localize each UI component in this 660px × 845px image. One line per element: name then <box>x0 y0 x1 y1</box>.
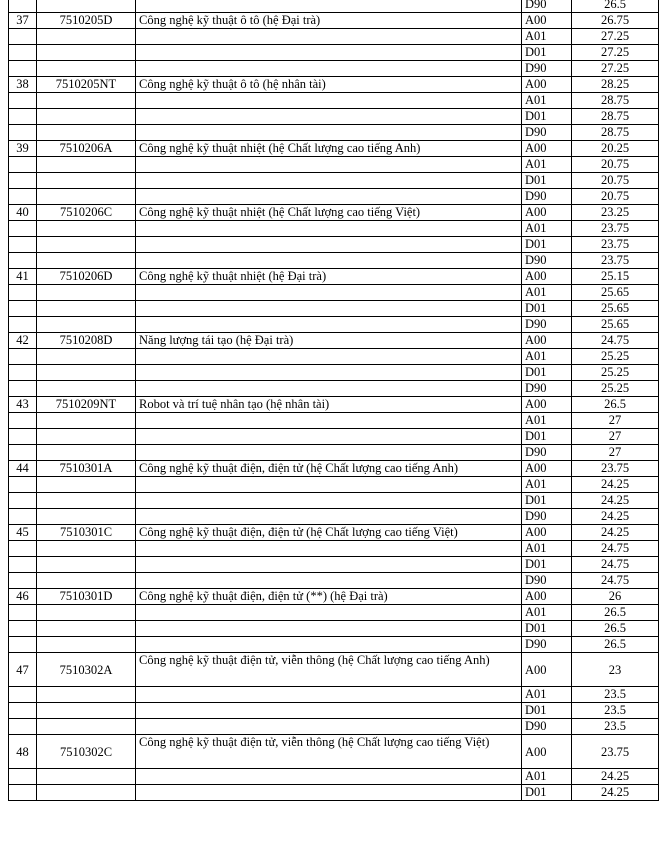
table-row <box>9 45 659 61</box>
score-cell: 25.65 <box>572 285 659 301</box>
table-row <box>9 381 659 397</box>
name-cell: Công nghệ kỹ thuật nhiệt (hệ Chất lượng cao tiếng Anh) <box>136 141 522 157</box>
stt-cell <box>9 45 37 61</box>
table-row <box>9 29 659 45</box>
table-row <box>9 125 659 141</box>
score-cell: 25.65 <box>572 317 659 333</box>
stt-cell: 40 <box>9 205 37 221</box>
combo-cell: D01 <box>522 301 572 317</box>
combo-cell: A00 <box>522 77 572 93</box>
name-cell: Công nghệ kỹ thuật điện tử, viễn thông (hệ Chất lượng cao tiếng Anh) <box>136 653 522 687</box>
combo-cell: A01 <box>522 687 572 703</box>
name-cell <box>136 477 522 493</box>
code-cell: 7510206C <box>37 205 136 221</box>
combo-cell: D01 <box>522 429 572 445</box>
combo-cell: A00 <box>522 141 572 157</box>
table-row <box>9 285 659 301</box>
stt-cell: 46 <box>9 589 37 605</box>
combo-cell: A01 <box>522 157 572 173</box>
code-cell <box>37 477 136 493</box>
name-cell <box>136 541 522 557</box>
table-row <box>9 109 659 125</box>
table-row <box>9 205 659 221</box>
table-row <box>9 461 659 477</box>
name-cell <box>136 769 522 785</box>
name-cell <box>136 221 522 237</box>
code-cell <box>37 413 136 429</box>
name-cell <box>136 605 522 621</box>
code-cell <box>37 703 136 719</box>
stt-cell <box>9 445 37 461</box>
name-cell <box>136 157 522 173</box>
table-body <box>9 0 659 801</box>
code-cell <box>37 349 136 365</box>
code-cell <box>37 0 136 13</box>
table-row <box>9 333 659 349</box>
combo-cell: D01 <box>522 621 572 637</box>
stt-cell <box>9 413 37 429</box>
combo-cell: D01 <box>522 237 572 253</box>
code-cell <box>37 125 136 141</box>
stt-cell <box>9 509 37 525</box>
combo-cell: D90 <box>522 381 572 397</box>
combo-cell: D90 <box>522 509 572 525</box>
score-cell: 24.25 <box>572 769 659 785</box>
name-cell: Công nghệ kỹ thuật điện, điện tử (hệ Chất lượng cao tiếng Anh) <box>136 461 522 477</box>
name-cell <box>136 173 522 189</box>
stt-cell: 47 <box>9 653 37 687</box>
table-row <box>9 557 659 573</box>
name-cell: Công nghệ kỹ thuật nhiệt (hệ Chất lượng cao tiếng Việt) <box>136 205 522 221</box>
code-cell <box>37 509 136 525</box>
stt-cell: 44 <box>9 461 37 477</box>
combo-cell: D01 <box>522 785 572 801</box>
score-cell: 24.25 <box>572 785 659 801</box>
code-cell <box>37 541 136 557</box>
name-cell <box>136 381 522 397</box>
code-cell <box>37 445 136 461</box>
stt-cell: 38 <box>9 77 37 93</box>
code-cell <box>37 637 136 653</box>
code-cell: 7510301D <box>37 589 136 605</box>
combo-cell: D90 <box>522 445 572 461</box>
stt-cell <box>9 221 37 237</box>
name-cell <box>136 445 522 461</box>
table-row <box>9 605 659 621</box>
table-row <box>9 413 659 429</box>
code-cell <box>37 605 136 621</box>
combo-cell: D90 <box>522 317 572 333</box>
name-cell <box>136 189 522 205</box>
table-row <box>9 0 659 13</box>
stt-cell <box>9 125 37 141</box>
table-row <box>9 769 659 785</box>
stt-cell <box>9 0 37 13</box>
combo-cell: A01 <box>522 285 572 301</box>
name-cell <box>136 109 522 125</box>
name-cell <box>136 285 522 301</box>
score-cell: 23.5 <box>572 703 659 719</box>
combo-cell: D90 <box>522 0 572 13</box>
combo-cell: A00 <box>522 333 572 349</box>
combo-cell: D90 <box>522 61 572 77</box>
code-cell <box>37 719 136 735</box>
combo-cell: A01 <box>522 605 572 621</box>
score-cell: 27.25 <box>572 29 659 45</box>
name-cell <box>136 621 522 637</box>
combo-cell: D01 <box>522 45 572 61</box>
score-cell: 25.15 <box>572 269 659 285</box>
table-row <box>9 301 659 317</box>
name-cell: Công nghệ kỹ thuật nhiệt (hệ Đại trà) <box>136 269 522 285</box>
score-cell: 26.5 <box>572 605 659 621</box>
code-cell <box>37 157 136 173</box>
name-cell: Công nghệ kỹ thuật ô tô (hệ nhân tài) <box>136 77 522 93</box>
table-row <box>9 637 659 653</box>
stt-cell: 41 <box>9 269 37 285</box>
combo-cell: D90 <box>522 719 572 735</box>
code-cell <box>37 189 136 205</box>
stt-cell <box>9 719 37 735</box>
score-cell: 23.75 <box>572 735 659 769</box>
score-cell: 26.5 <box>572 621 659 637</box>
name-cell <box>136 509 522 525</box>
score-cell: 23 <box>572 653 659 687</box>
name-cell <box>136 237 522 253</box>
code-cell <box>37 221 136 237</box>
name-cell <box>136 637 522 653</box>
code-cell: 7510208D <box>37 333 136 349</box>
table-row <box>9 253 659 269</box>
code-cell: 7510301A <box>37 461 136 477</box>
score-cell: 27 <box>572 429 659 445</box>
stt-cell <box>9 61 37 77</box>
combo-cell: D90 <box>522 125 572 141</box>
table-row <box>9 397 659 413</box>
code-cell <box>37 429 136 445</box>
score-cell: 23.5 <box>572 719 659 735</box>
table-row <box>9 573 659 589</box>
stt-cell <box>9 637 37 653</box>
table-row <box>9 221 659 237</box>
combo-cell: A01 <box>522 349 572 365</box>
name-cell <box>136 557 522 573</box>
name-cell: Công nghệ kỹ thuật điện, điện tử (hệ Chất lượng cao tiếng Việt) <box>136 525 522 541</box>
stt-cell <box>9 157 37 173</box>
combo-cell: A01 <box>522 29 572 45</box>
combo-cell: A00 <box>522 269 572 285</box>
table-row <box>9 77 659 93</box>
combo-cell: A00 <box>522 589 572 605</box>
score-cell: 24.75 <box>572 541 659 557</box>
score-cell: 27.25 <box>572 45 659 61</box>
table-row <box>9 173 659 189</box>
stt-cell <box>9 349 37 365</box>
name-cell <box>136 785 522 801</box>
code-cell <box>37 109 136 125</box>
score-cell: 25.65 <box>572 301 659 317</box>
table-row <box>9 785 659 801</box>
combo-cell: D01 <box>522 493 572 509</box>
code-cell <box>37 573 136 589</box>
table-row <box>9 237 659 253</box>
stt-cell <box>9 477 37 493</box>
table-row <box>9 525 659 541</box>
name-cell <box>136 349 522 365</box>
stt-cell: 45 <box>9 525 37 541</box>
score-cell: 26.5 <box>572 637 659 653</box>
stt-cell <box>9 253 37 269</box>
code-cell <box>37 365 136 381</box>
code-cell: 7510209NT <box>37 397 136 413</box>
table-row <box>9 589 659 605</box>
score-cell: 28.75 <box>572 93 659 109</box>
score-cell: 28.75 <box>572 125 659 141</box>
name-cell <box>136 45 522 61</box>
combo-cell: D90 <box>522 573 572 589</box>
name-cell <box>136 365 522 381</box>
score-cell: 23.25 <box>572 205 659 221</box>
table-row <box>9 365 659 381</box>
combo-cell: A00 <box>522 397 572 413</box>
code-cell: 7510302A <box>37 653 136 687</box>
stt-cell <box>9 365 37 381</box>
combo-cell: D01 <box>522 557 572 573</box>
stt-cell <box>9 29 37 45</box>
name-cell <box>136 719 522 735</box>
score-cell: 23.75 <box>572 221 659 237</box>
table-row <box>9 317 659 333</box>
table-row <box>9 13 659 29</box>
score-cell: 24.75 <box>572 333 659 349</box>
code-cell <box>37 285 136 301</box>
code-cell <box>37 301 136 317</box>
score-cell: 27.25 <box>572 61 659 77</box>
code-cell: 7510205NT <box>37 77 136 93</box>
stt-cell <box>9 381 37 397</box>
combo-cell: D90 <box>522 637 572 653</box>
stt-cell: 39 <box>9 141 37 157</box>
table-row <box>9 429 659 445</box>
name-cell <box>136 125 522 141</box>
stt-cell <box>9 301 37 317</box>
name-cell <box>136 317 522 333</box>
name-cell <box>136 703 522 719</box>
table-row <box>9 719 659 735</box>
table-row <box>9 349 659 365</box>
code-cell <box>37 769 136 785</box>
score-cell: 23.5 <box>572 687 659 703</box>
stt-cell <box>9 541 37 557</box>
stt-cell: 43 <box>9 397 37 413</box>
score-cell: 26.5 <box>572 0 659 13</box>
name-cell <box>136 93 522 109</box>
code-cell: 7510301C <box>37 525 136 541</box>
code-cell: 7510302C <box>37 735 136 769</box>
table-row <box>9 493 659 509</box>
table-row <box>9 269 659 285</box>
stt-cell: 48 <box>9 735 37 769</box>
combo-cell: A01 <box>522 477 572 493</box>
code-cell <box>37 621 136 637</box>
code-cell <box>37 45 136 61</box>
name-cell <box>136 61 522 77</box>
combo-cell: A01 <box>522 221 572 237</box>
combo-cell: D01 <box>522 109 572 125</box>
code-cell <box>37 93 136 109</box>
score-cell: 24.75 <box>572 573 659 589</box>
table-row <box>9 477 659 493</box>
score-cell: 26.75 <box>572 13 659 29</box>
code-cell: 7510206A <box>37 141 136 157</box>
score-cell: 27 <box>572 413 659 429</box>
admission-score-table <box>8 0 659 801</box>
stt-cell <box>9 687 37 703</box>
code-cell <box>37 317 136 333</box>
score-cell: 25.25 <box>572 349 659 365</box>
name-cell <box>136 687 522 703</box>
stt-cell <box>9 93 37 109</box>
name-cell: Công nghệ kỹ thuật ô tô (hệ Đại trà) <box>136 13 522 29</box>
table-row <box>9 687 659 703</box>
name-cell <box>136 0 522 13</box>
combo-cell: A00 <box>522 205 572 221</box>
name-cell <box>136 429 522 445</box>
stt-cell <box>9 621 37 637</box>
name-cell: Robot và trí tuệ nhân tạo (hệ nhân tài) <box>136 397 522 413</box>
stt-cell <box>9 317 37 333</box>
stt-cell <box>9 237 37 253</box>
stt-cell <box>9 493 37 509</box>
code-cell <box>37 29 136 45</box>
score-cell: 20.25 <box>572 141 659 157</box>
code-cell <box>37 493 136 509</box>
name-cell <box>136 253 522 269</box>
score-cell: 23.75 <box>572 461 659 477</box>
stt-cell <box>9 769 37 785</box>
combo-cell: D01 <box>522 703 572 719</box>
table-row <box>9 541 659 557</box>
stt-cell <box>9 605 37 621</box>
combo-cell: A01 <box>522 541 572 557</box>
combo-cell: A01 <box>522 413 572 429</box>
score-cell: 23.75 <box>572 237 659 253</box>
score-cell: 20.75 <box>572 189 659 205</box>
code-cell <box>37 785 136 801</box>
score-cell: 24.25 <box>572 493 659 509</box>
table-row <box>9 61 659 77</box>
combo-cell: A00 <box>522 735 572 769</box>
name-cell: Công nghệ kỹ thuật điện, điện tử (**) (hệ Đại trà) <box>136 589 522 605</box>
name-cell <box>136 573 522 589</box>
code-cell <box>37 687 136 703</box>
stt-cell <box>9 285 37 301</box>
score-cell: 28.25 <box>572 77 659 93</box>
score-cell: 20.75 <box>572 157 659 173</box>
score-cell: 20.75 <box>572 173 659 189</box>
code-cell <box>37 237 136 253</box>
score-cell: 24.75 <box>572 557 659 573</box>
code-cell <box>37 253 136 269</box>
combo-cell: D90 <box>522 189 572 205</box>
code-cell <box>37 61 136 77</box>
table-row <box>9 621 659 637</box>
table-row <box>9 93 659 109</box>
score-cell: 23.75 <box>572 253 659 269</box>
table-row <box>9 735 659 769</box>
code-cell <box>37 557 136 573</box>
score-cell: 26 <box>572 589 659 605</box>
code-cell <box>37 173 136 189</box>
table-row <box>9 445 659 461</box>
combo-cell: A01 <box>522 93 572 109</box>
combo-cell: A00 <box>522 653 572 687</box>
stt-cell <box>9 703 37 719</box>
name-cell <box>136 493 522 509</box>
name-cell: Năng lượng tái tạo (hệ Đại trà) <box>136 333 522 349</box>
stt-cell: 37 <box>9 13 37 29</box>
combo-cell: D90 <box>522 253 572 269</box>
stt-cell <box>9 173 37 189</box>
code-cell: 7510205D <box>37 13 136 29</box>
table-row <box>9 141 659 157</box>
score-cell: 24.25 <box>572 477 659 493</box>
combo-cell: A01 <box>522 769 572 785</box>
stt-cell: 42 <box>9 333 37 349</box>
stt-cell <box>9 189 37 205</box>
name-cell: Công nghệ kỹ thuật điện tử, viễn thông (hệ Chất lượng cao tiếng Việt) <box>136 735 522 769</box>
table-row <box>9 189 659 205</box>
code-cell <box>37 381 136 397</box>
table-row <box>9 703 659 719</box>
stt-cell <box>9 573 37 589</box>
stt-cell <box>9 109 37 125</box>
score-cell: 25.25 <box>572 381 659 397</box>
combo-cell: A00 <box>522 13 572 29</box>
code-cell: 7510206D <box>37 269 136 285</box>
score-cell: 28.75 <box>572 109 659 125</box>
combo-cell: D01 <box>522 173 572 189</box>
stt-cell <box>9 429 37 445</box>
stt-cell <box>9 557 37 573</box>
table-row <box>9 157 659 173</box>
name-cell <box>136 413 522 429</box>
score-cell: 27 <box>572 445 659 461</box>
score-cell: 24.25 <box>572 525 659 541</box>
table-row <box>9 509 659 525</box>
score-cell: 25.25 <box>572 365 659 381</box>
score-cell: 24.25 <box>572 509 659 525</box>
name-cell <box>136 301 522 317</box>
combo-cell: D01 <box>522 365 572 381</box>
stt-cell <box>9 785 37 801</box>
combo-cell: A00 <box>522 461 572 477</box>
combo-cell: A00 <box>522 525 572 541</box>
table-row <box>9 653 659 687</box>
score-cell: 26.5 <box>572 397 659 413</box>
name-cell <box>136 29 522 45</box>
